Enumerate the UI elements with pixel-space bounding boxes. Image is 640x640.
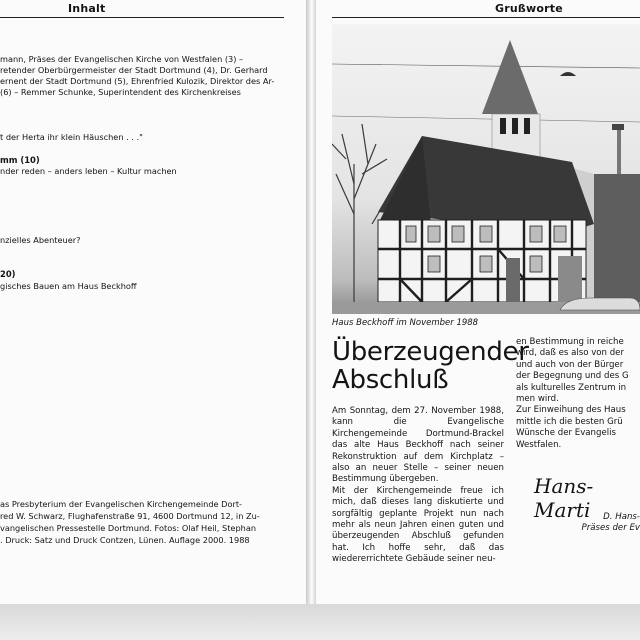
imprint-line: as Presbyterium der Evangelischen Kirchengemeinde Dort- [0,499,243,509]
header-rule-left [0,17,284,18]
article-column-2 [516,337,640,451]
headline-line: Überzeugender [332,337,529,367]
toc-heading: mm (10) [0,155,40,165]
running-head-right: Grußworte [495,2,563,15]
article-line: als kulturelles Zentrum in [516,382,627,393]
toc-line: nzielles Abenteuer? [0,235,81,245]
imprint-line: red W. Schwarz, Flughafenstraße 91, 4600 Dortmund 12, in Zu- [0,511,260,521]
toc-line: (6) – Remmer Schunke, Superintendent des Kirchenkreises [0,87,241,97]
imprint-line: . Druck: Satz und Druck Contzen, Lünen. Auflage 2000. 1988 [0,535,250,545]
headline-line: Abschluß [332,365,449,395]
article-paragraph: Mit der Kirchengemeinde freue ich mich, daß dieses lang diskutierte und sorgfältig geplante Projekt nun nach mehr als neun Jahren einen guten und überzeugenden Abschluß gefunden hat. Ich hoffe sehr, daß das wiedererrichtete Gebäude seiner neu- [332,485,504,565]
article-line: mittle ich die besten Grü [516,416,623,427]
article-line: Westfalen. [516,439,562,450]
imprint-line: vangelischen Pressestelle Dortmund. Fotos: Olaf Heil, Stephan [0,523,257,533]
article-line: der Begegnung und des G [516,371,629,382]
article-paragraph: Am Sonntag, dem 27. November 1988, kann die Evangelische Kirchengemeinde Dortmund-Brackel das alte Haus Beckhoff nach seiner Rekonstruktion auf dem Kirchplatz – also an neuer Stelle – seiner neuen Bestimmung übergeben. [332,406,504,485]
article-headline [332,338,529,394]
toc-line: retender Oberbürgermeister der Stadt Dortmund (4), Dr. Gerhard [0,65,268,75]
toc-line: nder reden – anders leben – Kultur machen [0,166,177,176]
running-head-left: Inhalt [68,2,106,15]
article-column-1 [332,406,504,566]
photo-caption: Haus Beckhoff im November 1988 [332,318,479,328]
church-photo [332,24,640,314]
toc-line: mann, Präses der Evangelischen Kirche von Westfalen (3) – [0,54,244,64]
article-line: Zur Einweihung des Haus [516,405,626,416]
scan-background [0,604,640,640]
handwritten-signature: Hans-Marti [534,474,594,522]
signer-name: D. Hans- [603,512,640,522]
right-page [316,0,640,604]
left-page [0,0,306,604]
article-line: men wird. [516,394,559,405]
article-line: wird, daß es also von der [516,348,624,359]
article-line: und auch von der Bürger [516,359,624,370]
article-line: en Bestimmung in reiche [516,337,624,347]
signer-title: Präses der Ev [581,523,640,533]
header-rule-right [332,17,640,18]
toc-line: ernent der Stadt Dortmund (5), Ehrenfried Kulozik, Direktor des Ar- [0,76,275,86]
signer-block [552,512,640,534]
book-gutter [306,0,316,604]
toc-heading: 20) [0,269,16,279]
toc-line: t der Herta ihr klein Häuschen . . ." [0,132,143,142]
article-line: Wünsche der Evangelis [516,428,616,439]
toc-line: gisches Bauen am Haus Beckhoff [0,281,137,291]
